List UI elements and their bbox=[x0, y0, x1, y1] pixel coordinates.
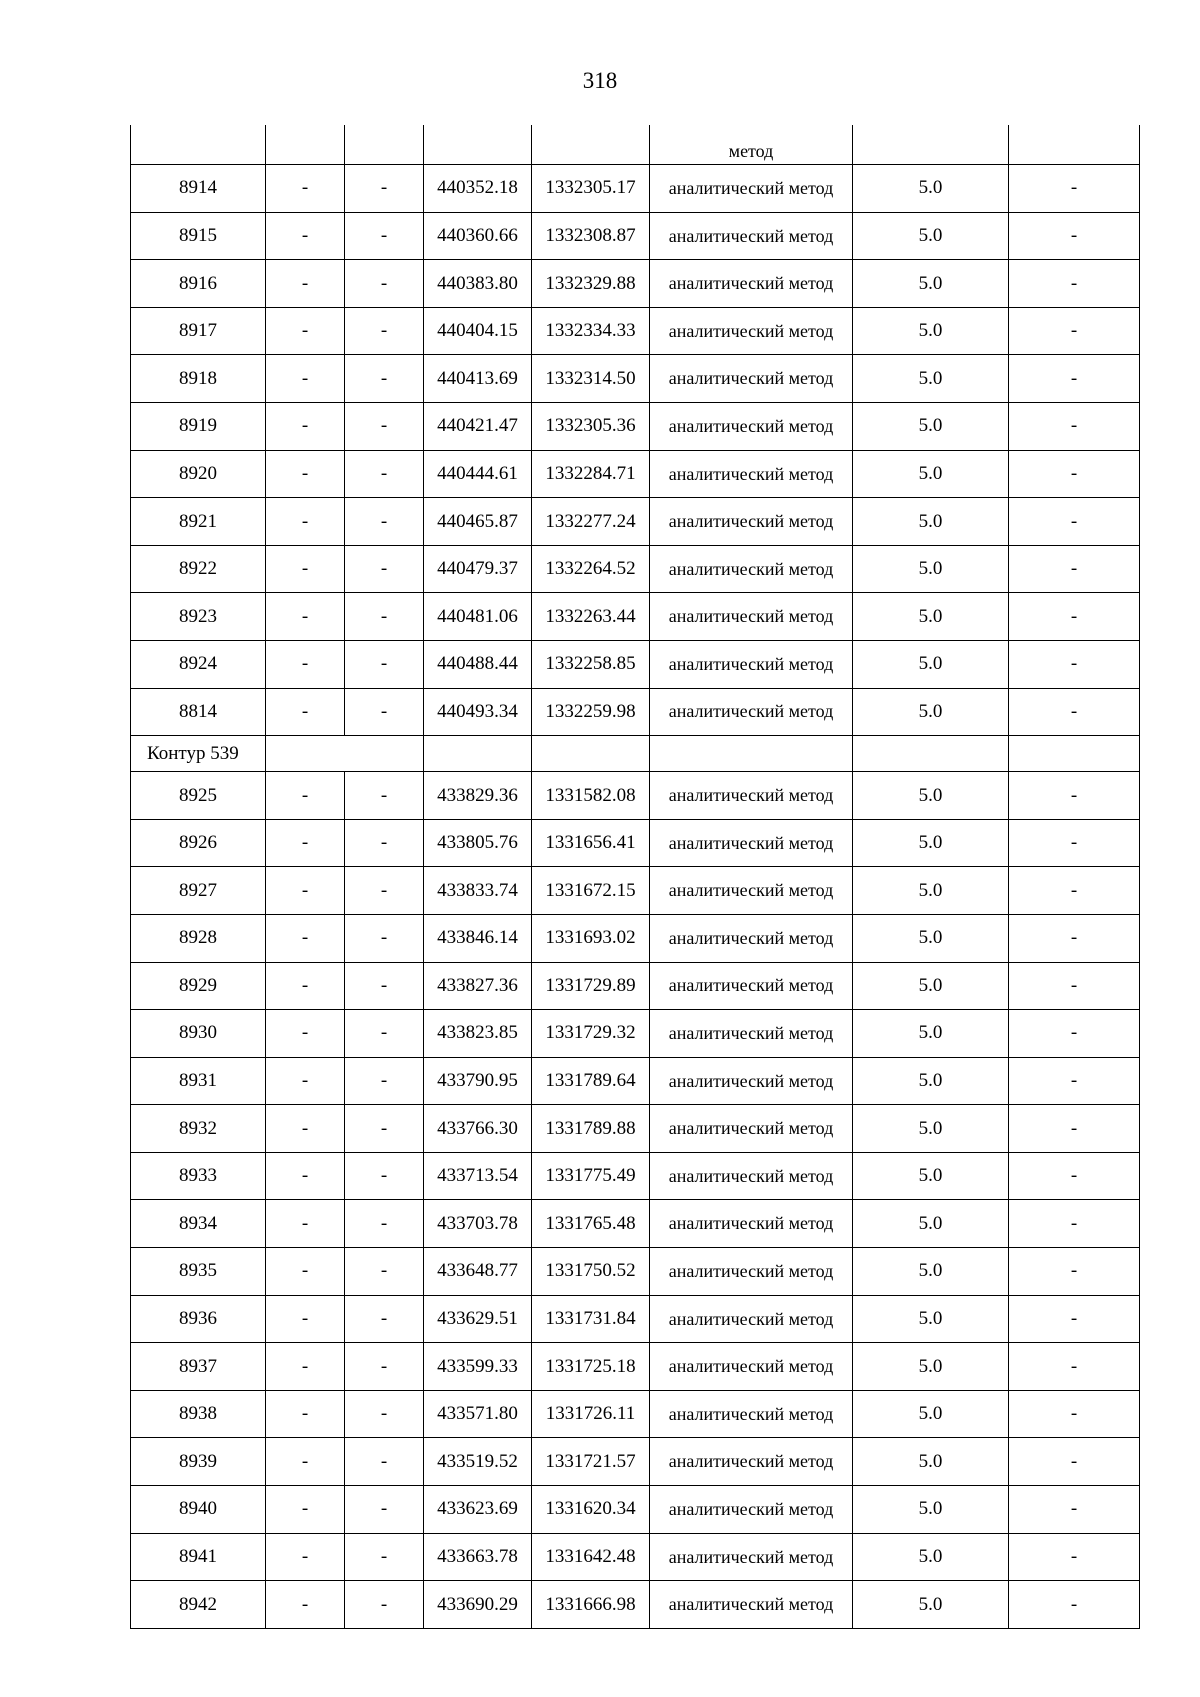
dash-cell: - bbox=[1009, 450, 1140, 498]
dash-cell: - bbox=[345, 772, 424, 820]
dash-cell: - bbox=[345, 1152, 424, 1200]
method-cell: аналитический метод bbox=[650, 867, 853, 915]
accuracy-cell: 5.0 bbox=[853, 1152, 1009, 1200]
dash-cell: - bbox=[266, 307, 345, 355]
y-coordinate-cell: 1331721.57 bbox=[532, 1438, 650, 1486]
point-id-cell: 8914 bbox=[131, 165, 266, 213]
dash-cell: - bbox=[345, 688, 424, 736]
cell-empty bbox=[853, 736, 1009, 772]
accuracy-cell: 5.0 bbox=[853, 165, 1009, 213]
dash-cell: - bbox=[266, 1486, 345, 1534]
page-number: 318 bbox=[582, 68, 618, 93]
point-id-cell: 8915 bbox=[131, 212, 266, 260]
dash-cell: - bbox=[1009, 498, 1140, 546]
table-row bbox=[131, 402, 1140, 450]
dash-cell: - bbox=[1009, 1105, 1140, 1153]
point-id-cell: 8922 bbox=[131, 545, 266, 593]
accuracy-cell: 5.0 bbox=[853, 307, 1009, 355]
dash-cell: - bbox=[266, 212, 345, 260]
table-row bbox=[131, 450, 1140, 498]
dash-cell: - bbox=[345, 1438, 424, 1486]
y-coordinate-cell: 1331726.11 bbox=[532, 1390, 650, 1438]
y-coordinate-cell: 1331672.15 bbox=[532, 867, 650, 915]
method-cell: аналитический метод bbox=[650, 450, 853, 498]
dash-cell: - bbox=[345, 1486, 424, 1534]
dash-cell: - bbox=[1009, 1200, 1140, 1248]
dash-cell: - bbox=[266, 450, 345, 498]
accuracy-cell: 5.0 bbox=[853, 212, 1009, 260]
dash-cell: - bbox=[1009, 260, 1140, 308]
dash-cell: - bbox=[1009, 593, 1140, 641]
dash-cell: - bbox=[345, 1010, 424, 1058]
dash-cell: - bbox=[266, 1438, 345, 1486]
dash-cell: - bbox=[266, 355, 345, 403]
point-id-cell: 8927 bbox=[131, 867, 266, 915]
x-coordinate-cell: 433790.95 bbox=[424, 1057, 532, 1105]
accuracy-cell: 5.0 bbox=[853, 1486, 1009, 1534]
y-coordinate-cell: 1332305.17 bbox=[532, 165, 650, 213]
dash-cell: - bbox=[266, 1010, 345, 1058]
y-coordinate-cell: 1331620.34 bbox=[532, 1486, 650, 1534]
point-id-cell: 8814 bbox=[131, 688, 266, 736]
x-coordinate-cell: 433829.36 bbox=[424, 772, 532, 820]
x-coordinate-cell: 440360.66 bbox=[424, 212, 532, 260]
dash-cell: - bbox=[345, 1390, 424, 1438]
x-coordinate-cell: 433599.33 bbox=[424, 1343, 532, 1391]
y-coordinate-cell: 1332334.33 bbox=[532, 307, 650, 355]
table-row bbox=[131, 307, 1140, 355]
cell-empty bbox=[131, 125, 266, 165]
x-coordinate-cell: 433823.85 bbox=[424, 1010, 532, 1058]
table-row bbox=[131, 1486, 1140, 1534]
x-coordinate-cell: 440404.15 bbox=[424, 307, 532, 355]
x-coordinate-cell: 440488.44 bbox=[424, 640, 532, 688]
method-cell: аналитический метод bbox=[650, 307, 853, 355]
dash-cell: - bbox=[266, 593, 345, 641]
y-coordinate-cell: 1332284.71 bbox=[532, 450, 650, 498]
point-id-cell: 8938 bbox=[131, 1390, 266, 1438]
dash-cell: - bbox=[345, 962, 424, 1010]
y-coordinate-cell: 1331582.08 bbox=[532, 772, 650, 820]
dash-cell: - bbox=[1009, 545, 1140, 593]
method-cell: аналитический метод bbox=[650, 260, 853, 308]
dash-cell: - bbox=[1009, 1295, 1140, 1343]
dash-cell: - bbox=[1009, 1533, 1140, 1581]
method-cell: аналитический метод bbox=[650, 1010, 853, 1058]
y-coordinate-cell: 1331642.48 bbox=[532, 1533, 650, 1581]
method-cell: аналитический метод bbox=[650, 1533, 853, 1581]
table-row bbox=[131, 165, 1140, 213]
point-id-cell: 8935 bbox=[131, 1248, 266, 1296]
dash-cell: - bbox=[266, 1200, 345, 1248]
dash-cell: - bbox=[345, 867, 424, 915]
dash-cell: - bbox=[266, 914, 345, 962]
method-cell: аналитический метод bbox=[650, 402, 853, 450]
x-coordinate-cell: 440413.69 bbox=[424, 355, 532, 403]
accuracy-cell: 5.0 bbox=[853, 1343, 1009, 1391]
continuation-row bbox=[131, 125, 1140, 165]
point-id-cell: 8929 bbox=[131, 962, 266, 1010]
dash-cell: - bbox=[1009, 1152, 1140, 1200]
x-coordinate-cell: 433805.76 bbox=[424, 819, 532, 867]
table-row bbox=[131, 914, 1140, 962]
table-row bbox=[131, 1010, 1140, 1058]
dash-cell: - bbox=[345, 1533, 424, 1581]
method-cell: аналитический метод bbox=[650, 1438, 853, 1486]
accuracy-cell: 5.0 bbox=[853, 640, 1009, 688]
x-coordinate-cell: 433663.78 bbox=[424, 1533, 532, 1581]
dash-cell: - bbox=[345, 1343, 424, 1391]
point-id-cell: 8917 bbox=[131, 307, 266, 355]
y-coordinate-cell: 1332305.36 bbox=[532, 402, 650, 450]
dash-cell: - bbox=[266, 688, 345, 736]
accuracy-cell: 5.0 bbox=[853, 260, 1009, 308]
dash-cell: - bbox=[1009, 1248, 1140, 1296]
dash-cell: - bbox=[1009, 212, 1140, 260]
dash-cell: - bbox=[345, 402, 424, 450]
table-row bbox=[131, 1390, 1140, 1438]
dash-cell: - bbox=[345, 165, 424, 213]
table-row bbox=[131, 212, 1140, 260]
method-cell: аналитический метод bbox=[650, 1581, 853, 1629]
y-coordinate-cell: 1332314.50 bbox=[532, 355, 650, 403]
accuracy-cell: 5.0 bbox=[853, 688, 1009, 736]
accuracy-cell: 5.0 bbox=[853, 1057, 1009, 1105]
dash-cell: - bbox=[345, 593, 424, 641]
dash-cell: - bbox=[345, 212, 424, 260]
dash-cell: - bbox=[1009, 1057, 1140, 1105]
method-cell: аналитический метод bbox=[650, 962, 853, 1010]
x-coordinate-cell: 433629.51 bbox=[424, 1295, 532, 1343]
table-row bbox=[131, 1438, 1140, 1486]
x-coordinate-cell: 433648.77 bbox=[424, 1248, 532, 1296]
point-id-cell: 8926 bbox=[131, 819, 266, 867]
table-row bbox=[131, 1581, 1140, 1629]
dash-cell: - bbox=[266, 1248, 345, 1296]
point-id-cell: 8934 bbox=[131, 1200, 266, 1248]
y-coordinate-cell: 1331775.49 bbox=[532, 1152, 650, 1200]
dash-cell: - bbox=[345, 260, 424, 308]
accuracy-cell: 5.0 bbox=[853, 1010, 1009, 1058]
method-cell: аналитический метод bbox=[650, 772, 853, 820]
x-coordinate-cell: 440481.06 bbox=[424, 593, 532, 641]
dash-cell: - bbox=[266, 545, 345, 593]
dash-cell: - bbox=[345, 819, 424, 867]
dash-cell: - bbox=[345, 1105, 424, 1153]
table-row bbox=[131, 962, 1140, 1010]
y-coordinate-cell: 1332259.98 bbox=[532, 688, 650, 736]
dash-cell: - bbox=[266, 1295, 345, 1343]
dash-cell: - bbox=[266, 819, 345, 867]
x-coordinate-cell: 440479.37 bbox=[424, 545, 532, 593]
dash-cell: - bbox=[1009, 640, 1140, 688]
method-cell: аналитический метод bbox=[650, 1390, 853, 1438]
dash-cell: - bbox=[266, 772, 345, 820]
method-cell: аналитический метод bbox=[650, 355, 853, 403]
dash-cell: - bbox=[1009, 962, 1140, 1010]
dash-cell: - bbox=[345, 1295, 424, 1343]
y-coordinate-cell: 1332308.87 bbox=[532, 212, 650, 260]
x-coordinate-cell: 433690.29 bbox=[424, 1581, 532, 1629]
table-row bbox=[131, 640, 1140, 688]
dash-cell: - bbox=[266, 867, 345, 915]
dash-cell: - bbox=[266, 1343, 345, 1391]
x-coordinate-cell: 440465.87 bbox=[424, 498, 532, 546]
accuracy-cell: 5.0 bbox=[853, 867, 1009, 915]
x-coordinate-cell: 440444.61 bbox=[424, 450, 532, 498]
method-cell: аналитический метод bbox=[650, 593, 853, 641]
table-row bbox=[131, 772, 1140, 820]
cell-empty bbox=[650, 736, 853, 772]
cell-empty bbox=[424, 125, 532, 165]
accuracy-cell: 5.0 bbox=[853, 1438, 1009, 1486]
dash-cell: - bbox=[345, 498, 424, 546]
accuracy-cell: 5.0 bbox=[853, 498, 1009, 546]
dash-cell: - bbox=[1009, 688, 1140, 736]
table-body bbox=[131, 125, 1140, 1628]
dash-cell: - bbox=[1009, 1581, 1140, 1629]
method-cell: аналитический метод bbox=[650, 1152, 853, 1200]
point-id-cell: 8932 bbox=[131, 1105, 266, 1153]
point-id-cell: 8936 bbox=[131, 1295, 266, 1343]
y-coordinate-cell: 1331789.64 bbox=[532, 1057, 650, 1105]
table-row bbox=[131, 593, 1140, 641]
accuracy-cell: 5.0 bbox=[853, 593, 1009, 641]
point-id-cell: 8919 bbox=[131, 402, 266, 450]
method-cell: метод bbox=[650, 125, 853, 165]
dash-cell: - bbox=[345, 914, 424, 962]
point-id-cell: 8939 bbox=[131, 1438, 266, 1486]
dash-cell: - bbox=[1009, 1486, 1140, 1534]
method-cell: аналитический метод bbox=[650, 1343, 853, 1391]
dash-cell: - bbox=[1009, 914, 1140, 962]
y-coordinate-cell: 1331729.89 bbox=[532, 962, 650, 1010]
y-coordinate-cell: 1332329.88 bbox=[532, 260, 650, 308]
method-cell: аналитический метод bbox=[650, 640, 853, 688]
x-coordinate-cell: 440352.18 bbox=[424, 165, 532, 213]
accuracy-cell: 5.0 bbox=[853, 1248, 1009, 1296]
table-row bbox=[131, 1057, 1140, 1105]
dash-cell: - bbox=[345, 1200, 424, 1248]
y-coordinate-cell: 1331750.52 bbox=[532, 1248, 650, 1296]
table-row bbox=[131, 260, 1140, 308]
accuracy-cell: 5.0 bbox=[853, 402, 1009, 450]
cell-empty bbox=[345, 125, 424, 165]
accuracy-cell: 5.0 bbox=[853, 772, 1009, 820]
point-id-cell: 8937 bbox=[131, 1343, 266, 1391]
method-cell: аналитический метод bbox=[650, 165, 853, 213]
method-cell: аналитический метод bbox=[650, 498, 853, 546]
y-coordinate-cell: 1331765.48 bbox=[532, 1200, 650, 1248]
dash-cell: - bbox=[266, 165, 345, 213]
y-coordinate-cell: 1332277.24 bbox=[532, 498, 650, 546]
table-row bbox=[131, 1200, 1140, 1248]
x-coordinate-cell: 433713.54 bbox=[424, 1152, 532, 1200]
coordinates-table bbox=[130, 125, 1140, 1629]
dash-cell: - bbox=[1009, 307, 1140, 355]
table-row bbox=[131, 355, 1140, 403]
y-coordinate-cell: 1331731.84 bbox=[532, 1295, 650, 1343]
point-id-cell: 8918 bbox=[131, 355, 266, 403]
dash-cell: - bbox=[266, 640, 345, 688]
dash-cell: - bbox=[1009, 772, 1140, 820]
cell-empty bbox=[532, 125, 650, 165]
dash-cell: - bbox=[345, 307, 424, 355]
dash-cell: - bbox=[1009, 1343, 1140, 1391]
dash-cell: - bbox=[266, 402, 345, 450]
dash-cell: - bbox=[1009, 165, 1140, 213]
y-coordinate-cell: 1332264.52 bbox=[532, 545, 650, 593]
method-cell: аналитический метод bbox=[650, 914, 853, 962]
dash-cell: - bbox=[345, 640, 424, 688]
dash-cell: - bbox=[345, 450, 424, 498]
table-row bbox=[131, 498, 1140, 546]
accuracy-cell: 5.0 bbox=[853, 355, 1009, 403]
point-id-cell: 8931 bbox=[131, 1057, 266, 1105]
method-cell: аналитический метод bbox=[650, 819, 853, 867]
method-cell: аналитический метод bbox=[650, 545, 853, 593]
cell-empty bbox=[1009, 125, 1140, 165]
x-coordinate-cell: 433846.14 bbox=[424, 914, 532, 962]
dash-cell: - bbox=[1009, 1010, 1140, 1058]
accuracy-cell: 5.0 bbox=[853, 1105, 1009, 1153]
point-id-cell: 8925 bbox=[131, 772, 266, 820]
point-id-cell: 8921 bbox=[131, 498, 266, 546]
y-coordinate-cell: 1331729.32 bbox=[532, 1010, 650, 1058]
y-coordinate-cell: 1331725.18 bbox=[532, 1343, 650, 1391]
table-row bbox=[131, 1533, 1140, 1581]
x-coordinate-cell: 440493.34 bbox=[424, 688, 532, 736]
point-id-cell: 8923 bbox=[131, 593, 266, 641]
table-row bbox=[131, 1295, 1140, 1343]
point-id-cell: 8928 bbox=[131, 914, 266, 962]
accuracy-cell: 5.0 bbox=[853, 545, 1009, 593]
method-cell: аналитический метод bbox=[650, 1200, 853, 1248]
x-coordinate-cell: 440421.47 bbox=[424, 402, 532, 450]
accuracy-cell: 5.0 bbox=[853, 819, 1009, 867]
cell-empty bbox=[266, 125, 345, 165]
dash-cell: - bbox=[266, 1057, 345, 1105]
dash-cell: - bbox=[345, 1057, 424, 1105]
dash-cell: - bbox=[1009, 819, 1140, 867]
dash-cell: - bbox=[345, 1248, 424, 1296]
table-row bbox=[131, 1105, 1140, 1153]
y-coordinate-cell: 1331789.88 bbox=[532, 1105, 650, 1153]
table-row bbox=[131, 545, 1140, 593]
dash-cell: - bbox=[345, 545, 424, 593]
method-cell: аналитический метод bbox=[650, 1057, 853, 1105]
point-id-cell: 8930 bbox=[131, 1010, 266, 1058]
method-cell: аналитический метод bbox=[650, 1486, 853, 1534]
accuracy-cell: 5.0 bbox=[853, 1200, 1009, 1248]
method-cell: аналитический метод bbox=[650, 688, 853, 736]
cell-empty bbox=[532, 736, 650, 772]
dash-cell: - bbox=[266, 1533, 345, 1581]
dash-cell: - bbox=[345, 1581, 424, 1629]
y-coordinate-cell: 1332263.44 bbox=[532, 593, 650, 641]
dash-cell: - bbox=[1009, 1438, 1140, 1486]
dash-cell: - bbox=[345, 355, 424, 403]
point-id-cell: 8941 bbox=[131, 1533, 266, 1581]
dash-cell: - bbox=[266, 1152, 345, 1200]
cell-empty bbox=[424, 736, 532, 772]
x-coordinate-cell: 433703.78 bbox=[424, 1200, 532, 1248]
accuracy-cell: 5.0 bbox=[853, 1390, 1009, 1438]
method-cell: аналитический метод bbox=[650, 1295, 853, 1343]
dash-cell: - bbox=[266, 1105, 345, 1153]
dash-cell: - bbox=[266, 1581, 345, 1629]
table-row bbox=[131, 819, 1140, 867]
x-coordinate-cell: 433623.69 bbox=[424, 1486, 532, 1534]
dash-cell: - bbox=[266, 498, 345, 546]
accuracy-cell: 5.0 bbox=[853, 914, 1009, 962]
y-coordinate-cell: 1331666.98 bbox=[532, 1581, 650, 1629]
point-id-cell: 8920 bbox=[131, 450, 266, 498]
dash-cell: - bbox=[266, 1390, 345, 1438]
dash-cell: - bbox=[1009, 1390, 1140, 1438]
method-cell: аналитический метод bbox=[650, 1105, 853, 1153]
method-cell: аналитический метод bbox=[650, 1248, 853, 1296]
table-row bbox=[131, 1152, 1140, 1200]
point-id-cell: 8942 bbox=[131, 1581, 266, 1629]
dash-cell: - bbox=[1009, 355, 1140, 403]
x-coordinate-cell: 433833.74 bbox=[424, 867, 532, 915]
cell-empty bbox=[853, 125, 1009, 165]
table-row bbox=[131, 867, 1140, 915]
contour-header-row bbox=[131, 736, 1140, 772]
table-row bbox=[131, 688, 1140, 736]
x-coordinate-cell: 433571.80 bbox=[424, 1390, 532, 1438]
y-coordinate-cell: 1332258.85 bbox=[532, 640, 650, 688]
x-coordinate-cell: 433827.36 bbox=[424, 962, 532, 1010]
dash-cell: - bbox=[1009, 402, 1140, 450]
x-coordinate-cell: 433519.52 bbox=[424, 1438, 532, 1486]
dash-cell: - bbox=[266, 260, 345, 308]
x-coordinate-cell: 440383.80 bbox=[424, 260, 532, 308]
x-coordinate-cell: 433766.30 bbox=[424, 1105, 532, 1153]
dash-cell: - bbox=[266, 962, 345, 1010]
point-id-cell: 8940 bbox=[131, 1486, 266, 1534]
table-row bbox=[131, 1343, 1140, 1391]
point-id-cell: 8924 bbox=[131, 640, 266, 688]
accuracy-cell: 5.0 bbox=[853, 450, 1009, 498]
y-coordinate-cell: 1331693.02 bbox=[532, 914, 650, 962]
point-id-cell: 8916 bbox=[131, 260, 266, 308]
y-coordinate-cell: 1331656.41 bbox=[532, 819, 650, 867]
dash-cell: - bbox=[1009, 867, 1140, 915]
cell-empty bbox=[266, 736, 424, 772]
accuracy-cell: 5.0 bbox=[853, 962, 1009, 1010]
point-id-cell: 8933 bbox=[131, 1152, 266, 1200]
method-cell: аналитический метод bbox=[650, 212, 853, 260]
contour-label: Контур 539 bbox=[131, 736, 266, 772]
accuracy-cell: 5.0 bbox=[853, 1581, 1009, 1629]
table-row bbox=[131, 1248, 1140, 1296]
accuracy-cell: 5.0 bbox=[853, 1295, 1009, 1343]
accuracy-cell: 5.0 bbox=[853, 1533, 1009, 1581]
cell-empty bbox=[1009, 736, 1140, 772]
